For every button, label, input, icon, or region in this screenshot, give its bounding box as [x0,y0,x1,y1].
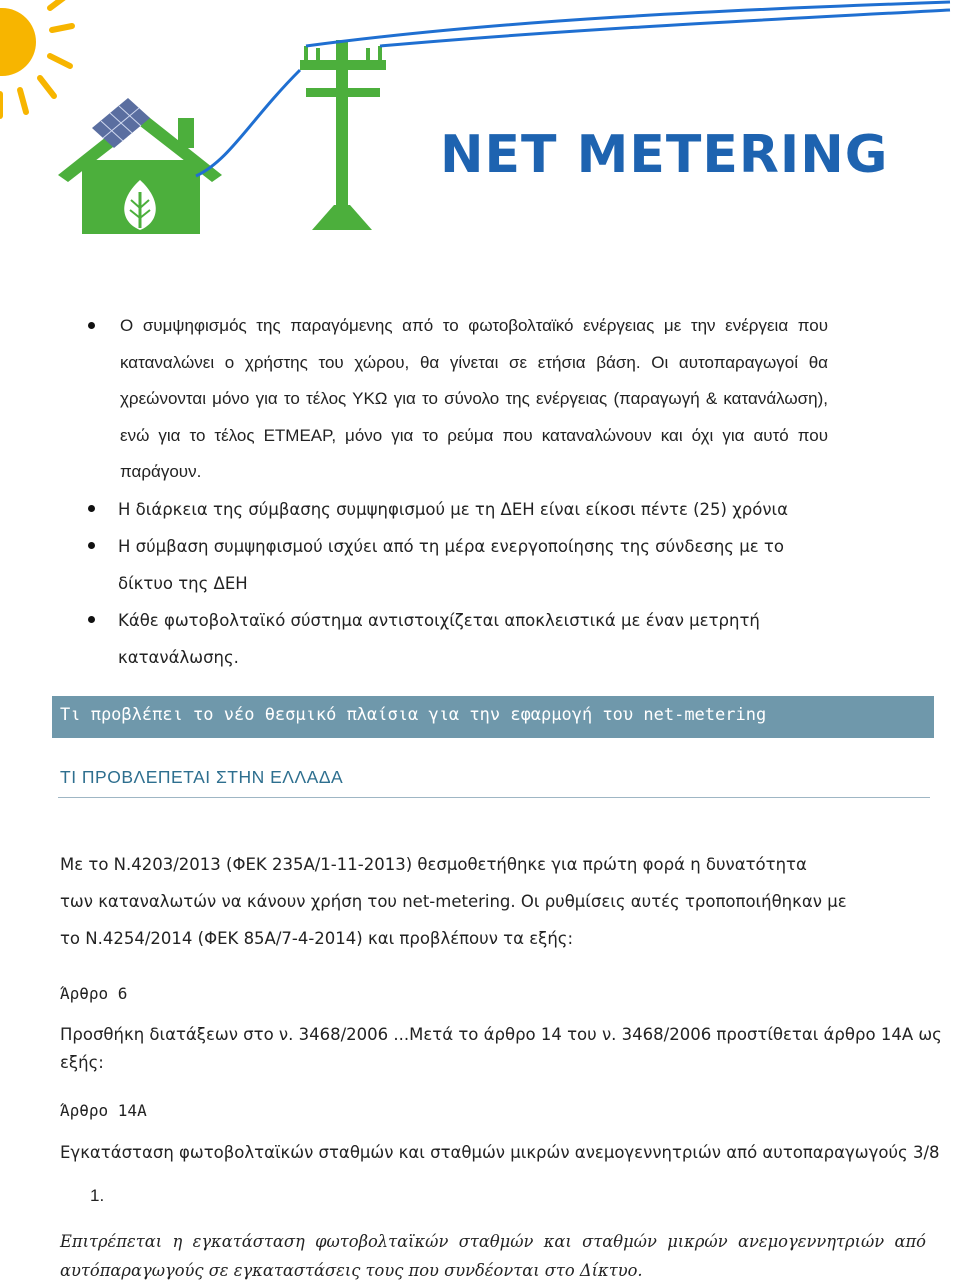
bullet-text: Κάθε φωτοβολταϊκό σύστημα αντιστοιχίζεται αποκλειστικά με έναν μετρητή κατανάλωσης. [118,610,760,667]
paragraph-number: 1. [90,1186,105,1205]
bullet-icon [88,542,95,549]
cable-line [196,70,300,176]
intro-line: το Ν.4254/2014 (ΦΕΚ 85Α/7-4-2014) και προβλέπουν τα εξής: [60,929,574,948]
intro-paragraph [60,846,847,957]
article-14a-italic-text: Επιτρέπεται η εγκατάσταση φωτοβολταϊκών σταθμών και σταθμών μικρών ανεμογεννητριών από αυτόπαραγωγούς σε εγκαταστάσεις τους που συνδέονται στο Δίκτυο. [60,1232,926,1280]
list-item [88,602,828,676]
bullet-text: Η διάρκεια της σύμβασης συμψηφισμού με τη ΔΕΗ είναι είκοσι πέντε (25) χρόνια [118,499,789,519]
logo-text: NET METERING [440,125,889,185]
section-title: Τι προβλέπει το νέο θεσμικό πλαίσια για την εφαρμογή του net-metering [60,705,767,725]
sun-icon [0,0,72,116]
list-item [88,491,828,528]
article-14a-title: Άρθρο 14Α [60,1101,147,1120]
intro-line: των καταναλωτών να κάνουν χρήση του net-metering. Οι ρυθμίσεις αυτές τροποποιήθηκαν με [60,892,847,911]
article-6-line: εξής: [60,1053,104,1072]
house-icon [58,98,222,234]
article-14a-line: Εγκατάσταση φωτοβολταϊκών σταθμών και σταθμών μικρών ανεμογεννητριών από αυτοπαραγωγούς 3/8 [60,1143,940,1162]
bullet-list [88,308,828,676]
power-wires [306,2,950,46]
bullet-icon [88,322,95,329]
bullet-text: Η σύμβαση συμψηφισμού ισχύει από τη μέρα ενεργοποίησης της σύνδεσης με το δίκτυο της ΔΕΗ [118,536,784,593]
article-6-title: Άρθρο 6 [60,984,128,1003]
section-title-bar [52,696,934,738]
bullet-icon [88,616,95,623]
bullet-icon [88,505,95,512]
intro-line: Με το Ν.4203/2013 (ΦΕΚ 235Α/1-11-2013) θεσμοθετήθηκε για πρώτη φορά η δυνατότητα [60,855,807,874]
list-item [88,528,828,602]
list-item [88,308,828,491]
bullet-text: Ο συμψηφισμός της παραγόμενης από το φωτοβολταϊκό ενέργειας με την ενέργεια που καταναλώνει ο χρήστης του χώρου, θα γίνεται σε ετήσια βάση. Οι αυτοπαραγωγοί θα χρεώνονται μόνο για το τέλος ΥΚΩ για το σύνολο της ενέργειας (παραγωγή & κατανάλωση), ενώ για το τέλος ΕΤΜΕΑΡ, μόνο για το ρεύμα που καταναλώνουν και όχι για αυτό που παράγουν. [120,316,828,481]
divider [58,797,930,798]
article-6-line: Προσθήκη διατάξεων στο ν. 3468/2006 ...Μετά το άρθρο 14 του ν. 3468/2006 προστίθεται άρθρο 14Α ως [60,1025,942,1044]
subheading: ΤΙ ΠΡΟΒΛΕΠΕΤΑΙ ΣΤΗΝ ΕΛΛΑΔΑ [60,767,344,787]
power-pole-icon [300,40,386,230]
